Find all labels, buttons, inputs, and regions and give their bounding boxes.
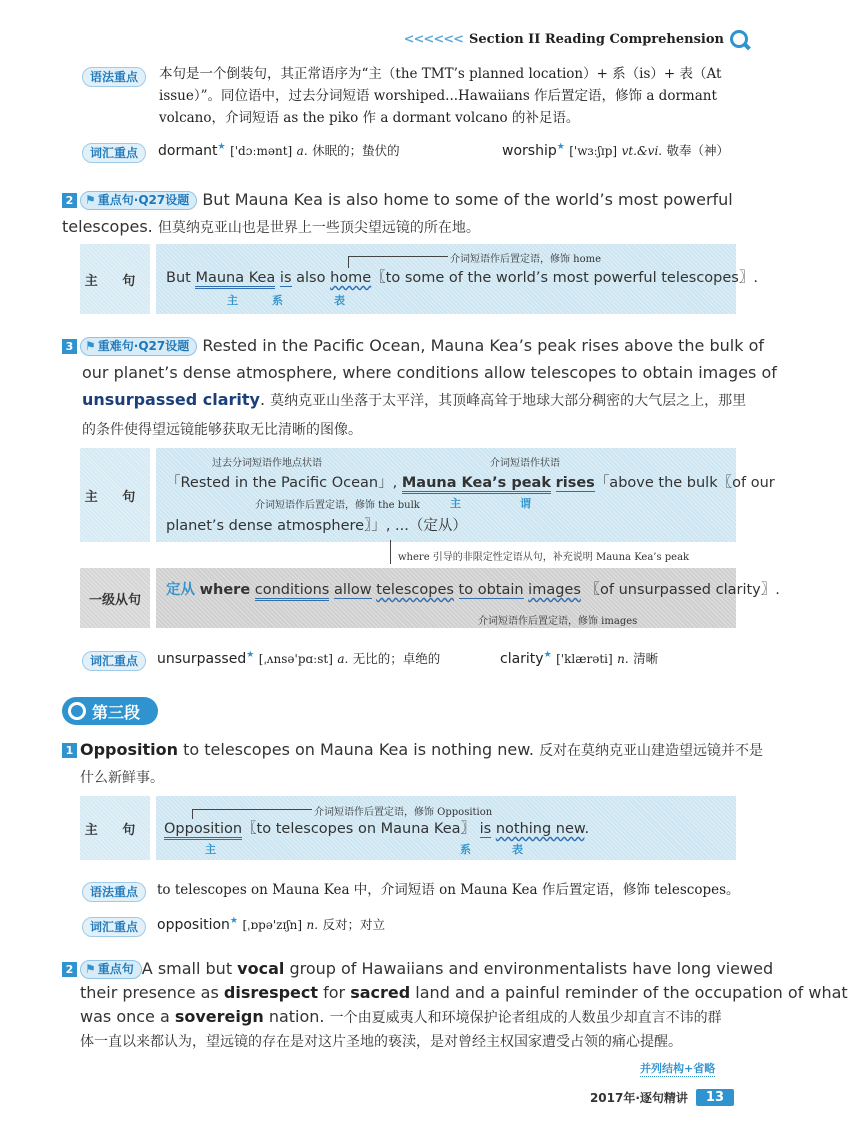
role-subject: 主: [205, 843, 216, 856]
annotation-adverbial: 介词短语作状语: [490, 458, 560, 469]
role-verb: 系: [272, 294, 283, 307]
sentence-2-translation: 但莫纳克亚山也是世界上一些顶尖望远镜的所在地。: [157, 220, 480, 236]
vocab-tag-1: 词汇重点: [82, 142, 146, 163]
page-number: 13: [696, 1089, 734, 1106]
header-title: Section II Reading Comprehension: [469, 31, 724, 47]
vocab-entry-worship: worship★ ['wɜːʃɪp] vt.&vi. 敬奉（神）: [502, 142, 730, 159]
box-label-main-clause-p3: 主 句: [80, 796, 150, 860]
annotation-where-clause: where 引导的非限定性定语从句，补充说明 Mauna Kea’s peak: [398, 552, 690, 563]
role-subject: 主: [450, 497, 461, 510]
annotation-p3s1: 介词短语作后置定语，修饰 Opposition: [314, 807, 493, 818]
section-heading: [62, 697, 158, 725]
para3-sentence-2: 2 ⚑ 重点句 A small but vocal group of Hawaiians and environmentalists have long viewed their presence as disrespect for sacred land and a painful reminder of the occupation of what was once a sovereign nation. 一个由夏威夷人和环境保护论者组成的人数虽少却直言不讳的群 体一直以来都认为，望远镜的存在是对这片圣地的亵渎，是对曾经主权国家遭受占领的痛心提醒。: [62, 957, 752, 1054]
annotation-attr-bulk: 介词短语作后置定语，修饰 the bulk: [255, 500, 420, 511]
annotation-past-participle: 过去分词短语作地点状语: [212, 458, 322, 469]
sentence-3: 3 ⚑ 重难句·Q27设题 Rested in the Pacific Ocean, Mauna Kea’s peak rises above the bulk of our planet’s dense atmosphere, where conditions allow telescopes to obtain images of unsurpassed clarity. 莫纳克亚山坐落于太平洋，其顶峰高耸于地球大部分稠密的大气层之上，那里的条件使得望远镜能够获取无比清晰的图像。: [62, 332, 752, 444]
arrow-line-p3: [192, 809, 312, 810]
para3-sentence-1: 1 Opposition to telescopes on Mauna Kea is nothing new. 反对在莫纳克亚山建造望远镜并不是 什么新鲜事。: [62, 736, 752, 792]
arrow-line-s2: [348, 256, 448, 257]
annotation-s2: 介词短语作后置定语，修饰 home: [450, 254, 602, 265]
predicative: home: [330, 270, 372, 286]
flag-icon: ⚑: [85, 962, 96, 976]
grammar-note-2: to telescopes on Mauna Kea 中，介词短语 on Mauna Kea 作后置定语，修饰 telescopes。: [157, 882, 740, 898]
flag-icon: ⚑: [85, 193, 96, 207]
connector-line: [390, 540, 391, 564]
analysis-sentence-s3-sub: 定从 where conditions allow telescopes to obtain images 〖of unsurpassed clarity〗.: [166, 578, 780, 599]
role-verb: 系: [460, 843, 471, 856]
sentence-number: 2: [62, 193, 77, 208]
annotation-attr-images: 介词短语作后置定语，修饰 images: [478, 616, 638, 627]
section-title: 第三段: [92, 702, 141, 722]
verb: rises: [555, 475, 595, 491]
analysis-sentence-s3-line1: 「Rested in the Pacific Ocean」, Mauna Kea’s peak rises「above the bulk〖of our: [166, 471, 775, 492]
sentence-2: [62, 186, 742, 242]
grammar-tag-1: 语法重点: [82, 66, 146, 87]
header-arrows: <<<<<<: [403, 31, 463, 47]
role-predicative: 表: [512, 843, 523, 856]
box-label-main-clause-s3: 主 句: [80, 448, 150, 542]
vocab-entry-unsurpassed: unsurpassed★ [ˌʌnsə'pɑːst] a. 无比的；卓绝的: [157, 650, 441, 667]
structure-note: 并列结构+省略: [640, 1062, 716, 1075]
vocab-entry-opposition: opposition★ [ˌɒpə'zɪʃn] n. 反对；对立: [157, 916, 385, 933]
analysis-sentence-s3-line2: planet’s dense atmosphere〗」, ...（定从）: [166, 518, 467, 534]
page-footer: [590, 1089, 734, 1106]
subject: Mauna Kea’s peak: [402, 475, 551, 494]
flag-icon: ⚑: [85, 339, 96, 353]
vocab-entry-clarity: clarity★ ['klærəti] n. 清晰: [500, 650, 659, 667]
grammar-note-1: 本句是一个倒装句，其正常语序为“主（the TMT’s planned location）+ 系（is）+ 表（At issue）”。同位语中，过去分词短语 worshiped...Hawaiians 作后置定语，修饰 a dormant volcano，介词短语 as the piko 作 a dormant volcano 的补足语。: [159, 66, 722, 126]
footer-text: 2017年·逐句精讲: [589, 1091, 688, 1105]
role-predicative: 表: [334, 294, 345, 307]
analysis-sentence-p3s1: Opposition〖to telescopes on Mauna Kea〗 is nothing new.: [164, 817, 589, 838]
box-label-sub-clause: 一级从句: [80, 568, 150, 628]
verb: is: [279, 270, 292, 286]
subject: Mauna Kea: [195, 270, 275, 289]
running-header: [404, 30, 748, 48]
magnifier-icon: [68, 702, 86, 720]
role-subject: 主: [227, 294, 238, 307]
key-sentence-flag: ⚑ 重点句·Q27设题: [80, 191, 197, 210]
vocab-entry-dormant: dormant★ ['dɔːmənt] a. 休眠的；蛰伏的: [158, 142, 400, 159]
vocab-tag-2: 词汇重点: [82, 650, 146, 671]
box-label-main-clause: 主 句: [80, 244, 150, 314]
vocab-tag-3: 词汇重点: [82, 916, 146, 937]
role-verb: 谓: [520, 497, 531, 510]
sentence-2-english: But Mauna Kea is also home to some of the world’s most powerful telescopes.: [62, 190, 733, 236]
magnifier-icon: [730, 30, 748, 48]
grammar-tag-2: 语法重点: [82, 881, 146, 902]
analysis-sentence-s2: But Mauna Kea is also home〖to some of the world’s most powerful telescopes〗.: [166, 266, 758, 287]
